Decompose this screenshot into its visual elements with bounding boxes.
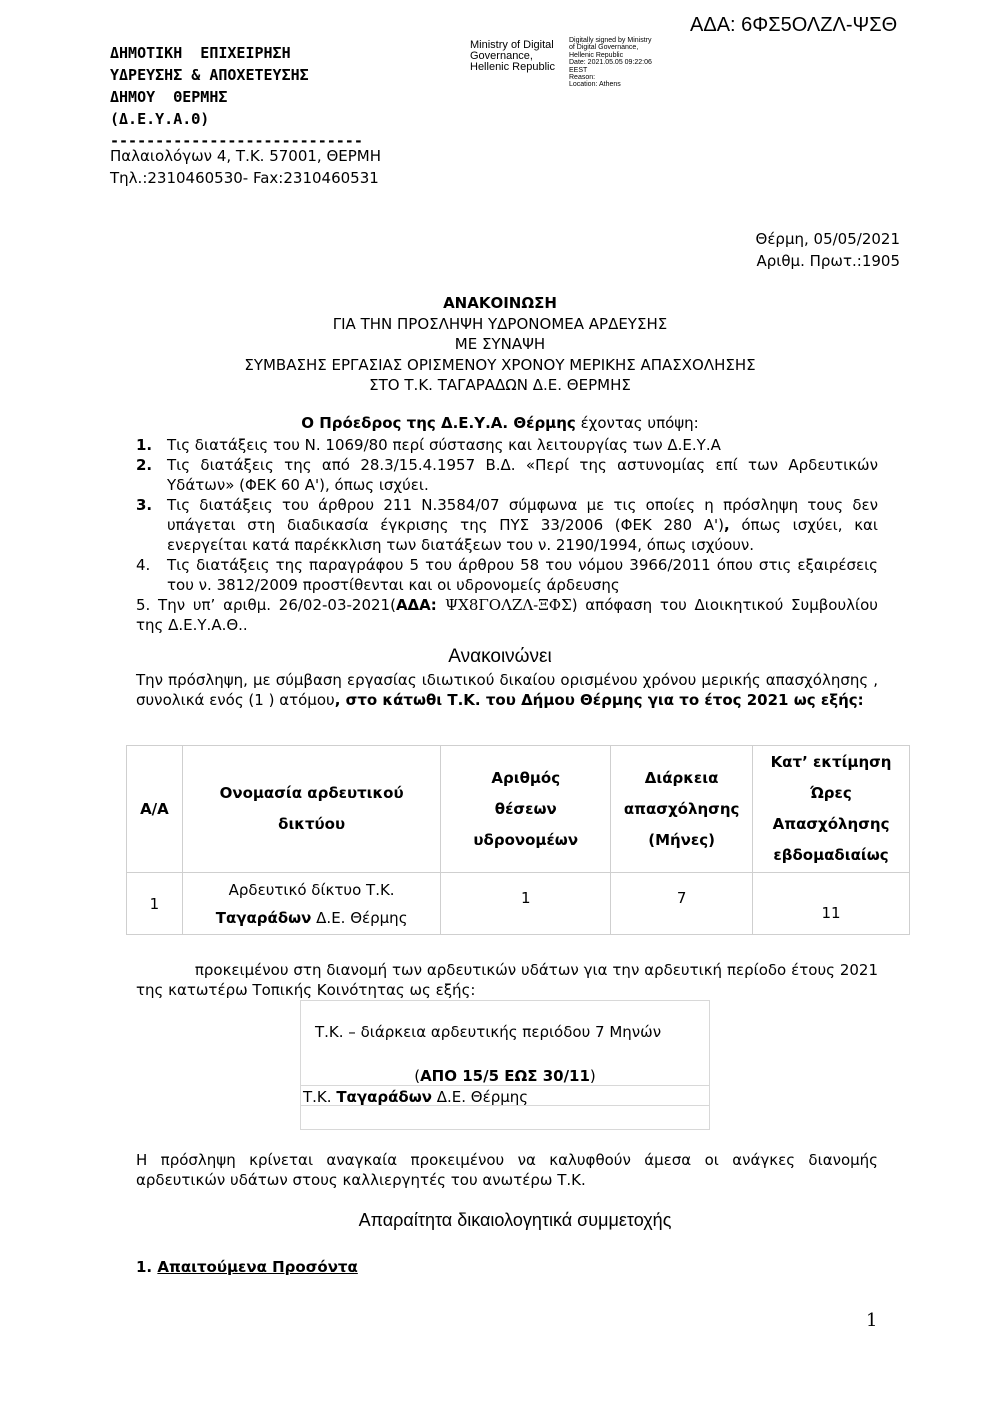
header-text: εβδομαδιαίως xyxy=(773,846,889,864)
period-community xyxy=(303,1088,528,1106)
header-text: Κατ’ εκτίμηση xyxy=(770,753,892,771)
item-ada-code: ΨΧ8ΓΟΛΖΛ-ΞΦΣ xyxy=(444,596,572,614)
item-text: Τις διατάξεις της από 28.3/15.4.1957 Β.Δ. «Περί της αστυνομίας επί των Αρδευτικών Υδάτων» (ΦΕΚ 60 Α'), όπως ισχύει. xyxy=(167,456,878,494)
ada-code: ΑΔΑ: 6ΦΣ5ΟΛΖΛ-ΨΣΘ xyxy=(690,14,898,36)
signature-detail-line: Location: Athens xyxy=(569,81,621,89)
announcement-title: ΑΝΑΚΟΙΝΩΣΗ xyxy=(443,294,557,312)
organization-header xyxy=(110,42,363,152)
cell-hours: 11 xyxy=(753,873,910,935)
item-text-part: ) απόφαση του Διοικητικού Συμβουλίου της Δ.Ε.Υ.Α.Θ.. xyxy=(136,596,878,634)
cell-text: Αρδευτικό δίκτυο Τ.Κ. xyxy=(228,880,395,899)
page-number: 1 xyxy=(866,1310,878,1331)
header-text: δικτύου xyxy=(278,815,346,833)
item-number: 5. xyxy=(136,596,151,614)
cell-text-part: Δ.Ε. Θέρμης xyxy=(311,908,408,927)
org-line-4: (Δ.Ε.Υ.Α.Θ) xyxy=(110,110,210,128)
item-number: 3. xyxy=(136,496,153,514)
protocol-number: Αριθμ. Πρωτ.:1905 xyxy=(756,252,900,270)
item-ada-label: ΑΔΑ: xyxy=(395,596,445,614)
header-text: Αριθμός xyxy=(491,768,561,787)
item-text xyxy=(167,495,878,555)
period-line: Τ.Κ. – διάρκεια αρδευτικής περιόδου 7 Μηνών xyxy=(315,1023,662,1041)
necessity-paragraph: Η πρόσληψη κρίνεται αναγκαία προκειμένου να καλυφθούν άμεσα οι ανάγκες διανομής αρδευτικών υδάτων στους καλλιεργητές του ανωτέρω Τ.Κ. xyxy=(136,1151,878,1189)
signature-detail-line: of Digital Governance, xyxy=(569,44,639,52)
considerations-list xyxy=(136,435,878,635)
cell-aa: 1 xyxy=(127,873,183,935)
list-item xyxy=(136,435,878,455)
signature-ministry-line: Hellenic Republic xyxy=(470,61,555,73)
place-date: Θέρμη, 05/05/2021 xyxy=(755,230,900,248)
community-name: Ταγαράδων xyxy=(336,1088,432,1106)
community-unit: Δ.Ε. Θέρμης xyxy=(431,1088,529,1106)
announces-heading: Ανακοινώνει xyxy=(448,646,552,667)
cell-network xyxy=(182,873,440,935)
header-text: θέσεων xyxy=(494,799,557,818)
cell-text xyxy=(184,904,439,932)
header-hours xyxy=(753,746,910,873)
period-dates xyxy=(301,1067,709,1085)
irrigation-period-box xyxy=(300,1000,710,1130)
announcement-line: ΜΕ ΣΥΝΑΨΗ xyxy=(454,335,546,353)
signature-ministry xyxy=(470,40,566,73)
considering-rest: έχοντας υπόψη: xyxy=(575,414,699,432)
header-text: υδρονομέων xyxy=(473,830,579,849)
item-text-part: Την υπ’ αριθμ. 26/02-03-2021( xyxy=(150,596,396,614)
header-text: Απασχόλησης xyxy=(772,815,890,833)
intro-bold: , στο κάτωθι Τ.Κ. του Δήμου Θέρμης για το έτος 2021 ως εξής: xyxy=(334,691,864,709)
org-line-1: ΔΗΜΟΤΙΚΗ ΕΠΙΧΕΙΡΗΣΗ xyxy=(110,44,291,62)
list-item xyxy=(136,595,878,635)
section-title: Απαραίτητα δικαιολογητικά συμμετοχής xyxy=(358,1210,672,1230)
list-item xyxy=(136,495,878,555)
community-prefix: Τ.Κ. xyxy=(303,1088,337,1106)
list-item xyxy=(136,555,878,595)
item-text-bold: , xyxy=(724,516,730,534)
signature-detail-line: EEST xyxy=(569,66,588,74)
period-range: ΑΠΟ 15/5 ΕΩΣ 30/11 xyxy=(420,1067,590,1085)
header-network xyxy=(182,746,440,873)
item-number: 1. xyxy=(136,436,153,454)
announcement-heading xyxy=(100,293,900,396)
item-text: Τις διατάξεις της παραγράφου 5 του άρθρου 58 του νόμου 3966/2011 όπου στις εξαιρέσεις του ν. 3812/2009 προστίθενται και οι υδρονομείς άρδευσης xyxy=(167,556,878,594)
header-positions xyxy=(441,746,611,873)
item-text-part: Τις διατάξεις του άρθρου 211 Ν.3584/07 σύμφωνα με τις οποίες η πρόσληψη τους δεν υπάγεται στη διαδικασία έγκρισης της ΠΥΣ 33/2006 (ΦΕΚ 280 Α') xyxy=(167,496,878,534)
signature-ministry-line: Ministry of Digital xyxy=(470,39,554,51)
positions-table xyxy=(126,745,910,935)
table-header-row xyxy=(127,746,910,873)
item-number: 4. xyxy=(136,556,151,574)
announcement-line: ΓΙΑ ΤΗΝ ΠΡΟΣΛΗΨΗ ΥΔΡΟΝΟΜΕΑ ΑΡΔΕΥΣΗΣ xyxy=(332,314,668,333)
requirements-title: Απαιτούμενα Προσόντα xyxy=(157,1258,358,1276)
considering-line xyxy=(100,413,900,433)
period-paren: ) xyxy=(589,1067,596,1085)
header-duration xyxy=(611,746,753,873)
list-item xyxy=(136,455,878,495)
period-paren: ( xyxy=(414,1067,421,1085)
item-text-part: όπως ισχύει, και ενεργείται κατά παρέκκλιση των διατάξεων του ν. 2190/1994, όπως ισχύουν. xyxy=(167,516,879,554)
org-address: Παλαιολόγων 4, Τ.Κ. 57001, ΘΕΡΜΗ xyxy=(110,147,382,165)
cell-positions: 1 xyxy=(441,873,611,935)
signature-details xyxy=(569,37,679,89)
header-text: (Μήνες) xyxy=(648,830,715,849)
header-text: Ώρες xyxy=(810,784,852,802)
signature-detail-line: Digitally signed by Ministry xyxy=(569,37,652,44)
header-text: απασχόλησης xyxy=(623,799,740,818)
requirements-heading xyxy=(136,1258,358,1276)
organization-contact xyxy=(110,145,381,189)
signature-detail-line: Reason: xyxy=(569,74,596,82)
date-block xyxy=(756,228,900,272)
header-text: Ονομασία αρδευτικού xyxy=(219,784,404,802)
header-text: Διάρκεια xyxy=(644,768,719,787)
box-divider xyxy=(301,1105,709,1106)
box-divider xyxy=(301,1085,709,1086)
signature-detail-line: Hellenic Republic xyxy=(569,51,624,59)
cell-text-bold: Ταγαράδων xyxy=(215,908,312,927)
signature-ministry-line: Governance, xyxy=(470,50,533,62)
intro-paragraph xyxy=(136,670,878,710)
org-line-3: ΔΗΜΟΥ ΘΕΡΜΗΣ xyxy=(110,88,228,106)
signature-detail-line: Date: 2021.05.05 09:22:06 xyxy=(569,59,652,67)
table-row xyxy=(127,873,910,935)
org-line-2: ΥΔΡΕΥΣΗΣ & ΑΠΟΧΕΤΕΥΣΗΣ xyxy=(110,66,309,84)
irrigation-paragraph: προκειμένου στη διανομή των αρδευτικών υδάτων για την αρδευτική περίοδο έτους 2021 της κατωτέρω Τοπικής Κοινότητας ως εξής: xyxy=(136,961,883,999)
org-divider: ---------------------------- xyxy=(110,132,363,150)
announcement-line: ΣΤΟ Τ.Κ. ΤΑΓΑΡΑΔΩΝ Δ.Ε. ΘΕΡΜΗΣ xyxy=(369,376,631,394)
item-text: Τις διατάξεις του Ν. 1069/80 περί σύστασης και λειτουργίας των Δ.Ε.Υ.Α xyxy=(167,436,721,454)
announcement-line: ΣΥΜΒΑΣΗΣ ΕΡΓΑΣΙΑΣ ΟΡΙΣΜΕΝΟΥ ΧΡΟΝΟΥ ΜΕΡΙΚΗΣ ΑΠΑΣΧΟΛΗΣΗΣ xyxy=(244,355,756,374)
requirements-number: 1. xyxy=(136,1258,158,1276)
item-number: 2. xyxy=(136,456,153,474)
president-label: Ο Πρόεδρος της Δ.Ε.Υ.Α. Θέρμης xyxy=(301,414,576,432)
header-aa: Α/Α xyxy=(127,746,183,873)
intro-text: Την πρόσληψη, με σύμβαση εργασίας ιδιωτικού δικαίου ορισμένου χρόνου μερικής απασχόλησης , συνολικά ενός (1 ) ατόμου xyxy=(136,671,878,709)
org-phone: Τηλ.:2310460530- Fax:2310460531 xyxy=(110,169,379,187)
cell-duration: 7 xyxy=(611,873,753,935)
